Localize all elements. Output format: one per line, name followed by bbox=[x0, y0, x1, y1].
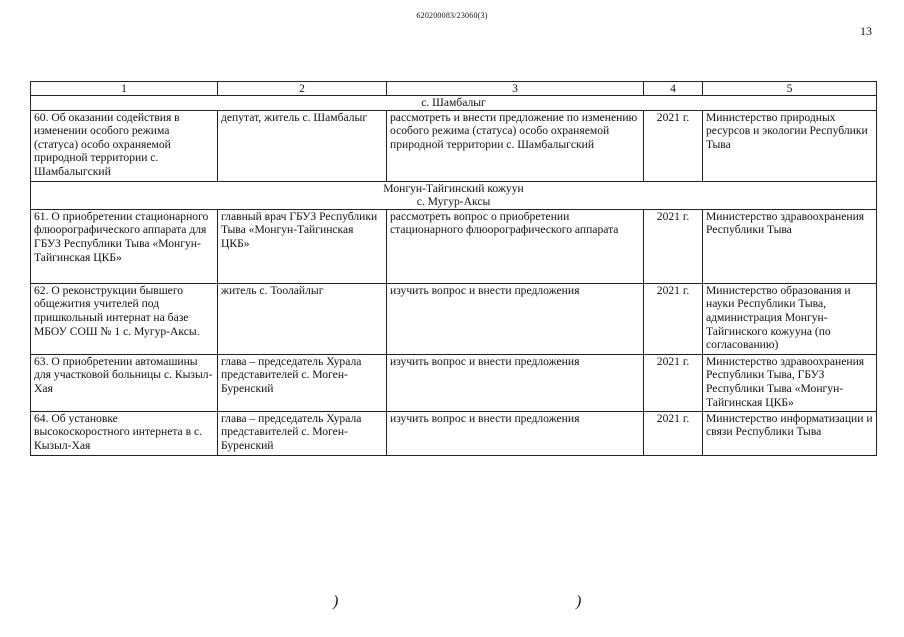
column-number-row bbox=[31, 82, 877, 96]
action-cell: изучить вопрос и внести предложения bbox=[387, 283, 644, 354]
action-cell: изучить вопрос и внести предложения bbox=[387, 411, 644, 455]
column-number: 3 bbox=[387, 82, 644, 96]
responsible-cell: Министерство здравоохранения Республики Тыва bbox=[703, 209, 877, 283]
action-cell: рассмотреть и внести предложение по изменению особого режима (статуса) особо охраняемой природной территории с. Шамбалыгский bbox=[387, 110, 644, 181]
column-number: 2 bbox=[218, 82, 387, 96]
document-code: 620200083/23060(3) bbox=[416, 11, 488, 20]
author-cell: депутат, житель с. Шамбалыг bbox=[218, 110, 387, 181]
question-cell: 60. Об оказании содействия в изменении особого режима (статуса) особо охраняемой природной территории с. Шамбалыгский bbox=[31, 110, 218, 181]
deadline-cell: 2021 г. bbox=[644, 209, 703, 283]
proposals-table bbox=[30, 81, 877, 456]
responsible-cell: Министерство здравоохранения Республики Тыва, ГБУЗ Республики Тыва «Монгун-Тайгинская ЦКБ» bbox=[703, 354, 877, 411]
question-cell: 62. О реконструкции бывшего общежития учителей под пришкольный интернат на базе МБОУ СОШ № 1 с. Мугур-Аксы. bbox=[31, 283, 218, 354]
responsible-cell: Министерство природных ресурсов и экологии Республики Тыва bbox=[703, 110, 877, 181]
deadline-cell: 2021 г. bbox=[644, 283, 703, 354]
question-cell: 63. О приобретении автомашины для участковой больницы с. Кызыл-Хая bbox=[31, 354, 218, 411]
scan-mark: ) bbox=[333, 593, 339, 610]
author-cell: глава – председатель Хурала представителей с. Моген-Буренский bbox=[218, 354, 387, 411]
section-row bbox=[31, 181, 877, 209]
section-title-line: Монгун-Тайгинский кожуун bbox=[383, 181, 524, 195]
action-cell: рассмотреть вопрос о приобретении стационарного флюорографического аппарата bbox=[387, 209, 644, 283]
table-row bbox=[31, 283, 877, 354]
section-title-line: с. Мугур-Аксы bbox=[416, 195, 491, 209]
table-row bbox=[31, 411, 877, 455]
responsible-cell: Министерство информатизации и связи Республики Тыва bbox=[703, 411, 877, 455]
column-number: 4 bbox=[644, 82, 703, 96]
responsible-cell: Министерство образования и науки Республики Тыва, администрация Монгун-Тайгинского кожууна (по согласованию) bbox=[703, 283, 877, 354]
author-cell: житель с. Тоолайлыг bbox=[218, 283, 387, 354]
column-number: 1 bbox=[31, 82, 218, 96]
table-row bbox=[31, 354, 877, 411]
question-cell: 61. О приобретении стационарного флюорографического аппарата для ГБУЗ Республики Тыва «Монгун-Тайгинская ЦКБ» bbox=[31, 209, 218, 283]
column-number: 5 bbox=[703, 82, 877, 96]
scan-mark: ) bbox=[576, 593, 582, 610]
table-row bbox=[31, 209, 877, 283]
action-cell: изучить вопрос и внести предложения bbox=[387, 354, 644, 411]
table-row bbox=[31, 110, 877, 181]
question-cell: 64. Об установке высокоскоростного интернета в с. Кызыл-Хая bbox=[31, 411, 218, 455]
deadline-cell: 2021 г. bbox=[644, 354, 703, 411]
page-number: 13 bbox=[860, 24, 872, 38]
deadline-cell: 2021 г. bbox=[644, 411, 703, 455]
deadline-cell: 2021 г. bbox=[644, 110, 703, 181]
author-cell: главный врач ГБУЗ Республики Тыва «Монгун-Тайгинская ЦКБ» bbox=[218, 209, 387, 283]
section-row bbox=[31, 96, 877, 111]
author-cell: глава – председатель Хурала представителей с. Моген-Буренский bbox=[218, 411, 387, 455]
section-title bbox=[31, 96, 877, 111]
section-title-line: с. Шамбалыг bbox=[421, 96, 486, 109]
section-title bbox=[31, 181, 877, 209]
